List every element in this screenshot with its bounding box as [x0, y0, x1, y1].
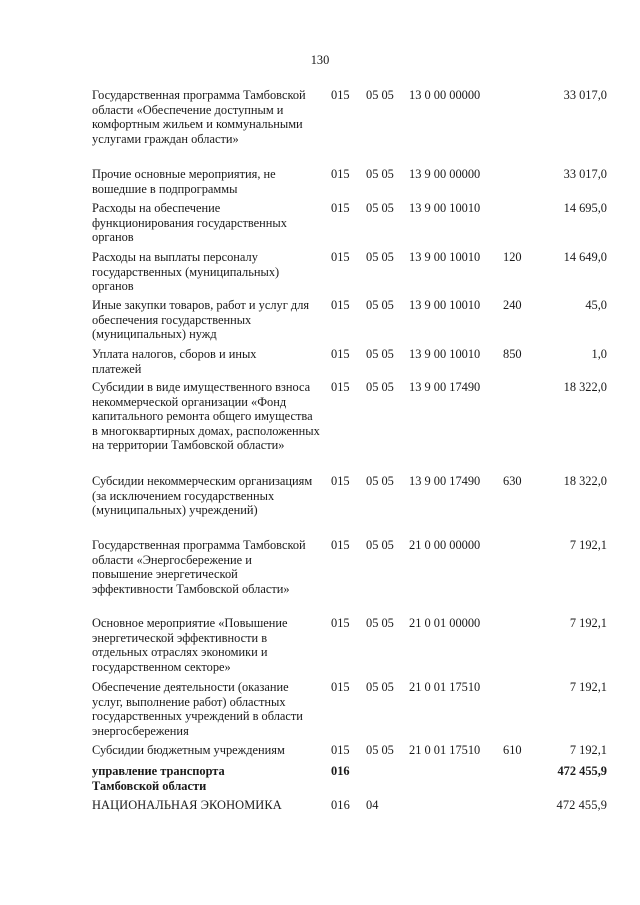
row-razdel: 05 05: [366, 743, 394, 757]
row-name: Основное мероприятие «Повышение энергетической эффективности в отдельных отраслях экономики и государственном секторе»: [92, 616, 288, 674]
row-razdel: 05 05: [366, 616, 394, 630]
row-ved: 015: [331, 250, 350, 264]
row-csr: 21 0 00 00000: [409, 538, 481, 552]
row-sum: 472 455,9: [556, 798, 607, 812]
row-sum: 18 322,0: [563, 380, 607, 394]
row-sum: 7 192,1: [569, 616, 607, 630]
row-ved: 015: [331, 538, 350, 552]
row-sum: 45,0: [585, 298, 607, 312]
row-csr: 21 0 01 17510: [409, 680, 481, 694]
row-ved: 015: [331, 347, 350, 361]
row-name: Иные закупки товаров, работ и услуг для обеспечения государственных (муниципальных) нужд: [92, 298, 310, 342]
row-razdel: 05 05: [366, 201, 394, 215]
row-razdel: 05 05: [366, 347, 394, 361]
row-vr: 120: [503, 250, 522, 264]
row-razdel: 05 05: [366, 680, 394, 694]
row-csr: 13 9 00 10010: [409, 201, 481, 215]
row-name: Государственная программа Тамбовской области «Обеспечение доступным и комфортным жильем и коммунальными услугами граждан области»: [92, 88, 306, 146]
row-ved: 015: [331, 298, 350, 312]
row-csr: 13 0 00 00000: [409, 88, 481, 102]
row-sum: 472 455,9: [557, 764, 607, 778]
row-csr: 13 9 00 10010: [409, 347, 481, 361]
row-name: НАЦИОНАЛЬНАЯ ЭКОНОМИКА: [92, 798, 282, 812]
row-name: Прочие основные мероприятия, не вошедшие в подпрограммы: [92, 167, 276, 196]
row-name: Уплата налогов, сборов и иных платежей: [92, 347, 257, 376]
row-razdel: 05 05: [366, 88, 394, 102]
row-name: Расходы на обеспечение функционирования государственных органов: [92, 201, 287, 245]
row-razdel: 05 05: [366, 167, 394, 181]
row-sum: 33 017,0: [563, 88, 607, 102]
row-vr: 850: [503, 347, 522, 361]
row-sum: 14 695,0: [563, 201, 607, 215]
row-csr: 13 9 00 00000: [409, 167, 481, 181]
row-ved: 016: [331, 764, 350, 778]
row-ved: 015: [331, 167, 350, 181]
row-razdel: 05 05: [366, 474, 394, 488]
page-number: 130: [310, 53, 330, 67]
row-csr: 13 9 00 17490: [409, 380, 481, 394]
row-csr: 21 0 01 00000: [409, 616, 481, 630]
row-sum: 1,0: [591, 347, 607, 361]
row-vr: 240: [503, 298, 522, 312]
row-razdel: 05 05: [366, 250, 394, 264]
row-name: Субсидии некоммерческим организациям (за исключением государственных (муниципальных) учреждений): [92, 474, 313, 518]
row-sum: 7 192,1: [569, 743, 607, 757]
row-name: управление транспорта Тамбовской области: [92, 764, 225, 793]
row-name: Обеспечение деятельности (оказание услуг, выполнение работ) областных государственных учреждений в области энергосбережения: [92, 680, 303, 738]
row-name: Субсидии в виде имущественного взноса некоммерческой организации «Фонд капитального ремонта общего имущества в многоквартирных домах, расположенных на территории Тамбовской области»: [92, 380, 320, 453]
row-sum: 18 322,0: [563, 474, 607, 488]
row-name: Расходы на выплаты персоналу государственных (муниципальных) органов: [92, 250, 280, 294]
row-razdel: 05 05: [366, 298, 394, 312]
row-csr: 13 9 00 10010: [409, 250, 481, 264]
row-ved: 015: [331, 88, 350, 102]
row-sum: 14 649,0: [563, 250, 607, 264]
row-name: Субсидии бюджетным учреждениям: [92, 743, 285, 757]
row-ved: 015: [331, 616, 350, 630]
row-razdel: 04: [366, 798, 379, 812]
row-ved: 016: [331, 798, 350, 812]
row-csr: 13 9 00 10010: [409, 298, 481, 312]
row-ved: 015: [331, 680, 350, 694]
row-sum: 7 192,1: [569, 538, 607, 552]
row-ved: 015: [331, 201, 350, 215]
row-razdel: 05 05: [366, 380, 394, 394]
row-csr: 21 0 01 17510: [409, 743, 481, 757]
row-vr: 610: [503, 743, 522, 757]
row-vr: 630: [503, 474, 522, 488]
row-csr: 13 9 00 17490: [409, 474, 481, 488]
row-sum: 33 017,0: [563, 167, 607, 181]
row-sum: 7 192,1: [569, 680, 607, 694]
row-ved: 015: [331, 743, 350, 757]
row-razdel: 05 05: [366, 538, 394, 552]
row-ved: 015: [331, 474, 350, 488]
row-name: Государственная программа Тамбовской области «Энергосбережение и повышение энергетической эффективности Тамбовской области»: [92, 538, 306, 596]
row-ved: 015: [331, 380, 350, 394]
